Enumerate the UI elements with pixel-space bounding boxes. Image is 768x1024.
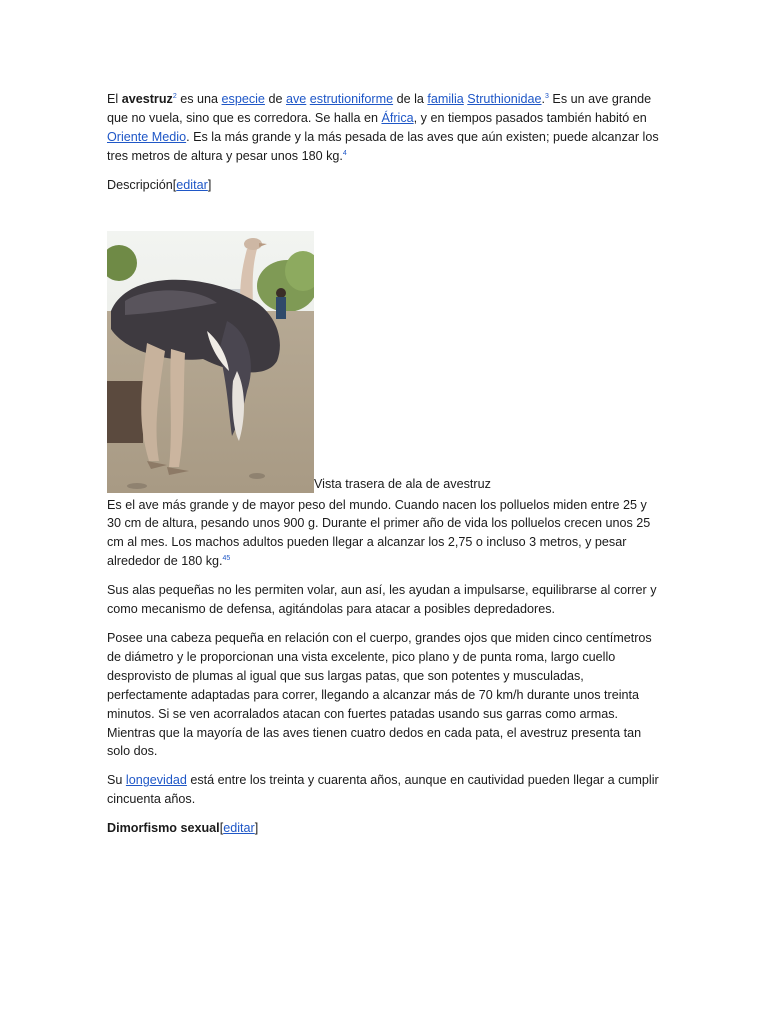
text-run: Es un ave grande que no vuela, sino que es corredora. Se halla en xyxy=(107,92,652,125)
bracket: [ xyxy=(172,177,177,192)
footnote-ref-3[interactable]: 3 xyxy=(545,93,549,100)
link-estrutioniforme[interactable]: estrutioniforme xyxy=(309,92,394,106)
paragraph-text: Sus alas pequeñas no les permiten volar, aun así, les ayudan a impulsarse, equilibrarse al correr y como mecanismo de defensa, agitándolas para atacar a posibles depredadores. xyxy=(107,583,657,617)
section-heading-dimorfismo xyxy=(107,819,663,838)
intro-paragraph xyxy=(107,90,663,166)
link-ave[interactable]: ave xyxy=(285,92,307,106)
text-run: de la xyxy=(393,92,428,106)
section-title: Descripción xyxy=(107,177,173,192)
paragraph-text: Es el ave más grande y de mayor peso del mundo. Cuando nacen los polluelos miden entre 25 y 30 cm de altura, pesando unos 900 g. Durante el primer año de vida los polluelos crecen unos 25 cm al mes. Los machos adultos pueden llegar a alcanzar los 2,75 o incluso 3 metros, y pesar alrededor de 180 kg. xyxy=(107,497,651,569)
link-africa[interactable]: África xyxy=(381,110,414,125)
bracket: ] xyxy=(207,177,212,192)
text-run: es una xyxy=(176,92,222,106)
edit-link[interactable]: editar xyxy=(176,177,208,192)
footnote-ref-45[interactable]: 45 xyxy=(222,555,231,563)
text-run: El xyxy=(107,92,122,106)
link-familia[interactable]: familia xyxy=(427,92,464,106)
link-longevidad[interactable]: longevidad xyxy=(125,773,187,788)
bracket: ] xyxy=(254,821,259,836)
text-run: Su xyxy=(107,773,126,788)
section-heading-descripcion xyxy=(107,176,663,195)
text-run: . xyxy=(541,92,546,106)
text-run: está entre los treinta y cuarenta años, aunque en cautividad pueden llegar a cumplir cincuenta años. xyxy=(107,773,659,807)
bracket: [ xyxy=(219,821,224,836)
section-title: Dimorfismo sexual xyxy=(107,821,220,836)
footnote-ref-4[interactable]: 4 xyxy=(342,149,347,157)
text-run: , y en tiempos pasados también habitó en xyxy=(413,110,647,125)
paragraph-text: Posee una cabeza pequeña en relación con el cuerpo, grandes ojos que miden cinco centímetros de diámetro y le proporcionan una vista excelente, pico plano y de punta roma, largo cuello desprovisto de plumas al igual que sus largas patas, que son potentes y musculadas, perfectamente adaptadas para correr, llegando a alcanzar más de 70 km/h durante unos treinta minutos. Si se ven acorralados atacan con fuertes patadas usando sus garras como armas. Mientras que la mayoría de las aves tienen cuatro dedos en cada pata, el avestruz presenta tan solo dos. xyxy=(107,630,652,759)
term-avestruz: avestruz xyxy=(121,92,173,106)
paragraph-size xyxy=(107,496,663,572)
link-oriente-medio[interactable]: Oriente Medio xyxy=(107,129,187,144)
paragraph-wings xyxy=(107,581,663,619)
paragraph-anatomy xyxy=(107,629,663,761)
link-especie[interactable]: especie xyxy=(221,92,265,106)
figure-caption: Vista trasera de ala de avestruz xyxy=(314,476,491,491)
footnote-ref-2[interactable]: 2 xyxy=(172,93,177,100)
link-struthionidae[interactable]: Struthionidae xyxy=(467,92,542,106)
article-body xyxy=(107,90,663,848)
paragraph-longevity xyxy=(107,771,663,809)
ostrich-photo xyxy=(107,231,314,493)
edit-link[interactable]: editar xyxy=(223,821,255,836)
text-run: . Es la más grande y la más pesada de las aves que aún existen; puede alcanzar los tres metros de altura y pesar unos 180 kg. xyxy=(107,129,659,163)
text-run: de xyxy=(264,92,286,106)
ostrich-figure xyxy=(107,221,663,491)
